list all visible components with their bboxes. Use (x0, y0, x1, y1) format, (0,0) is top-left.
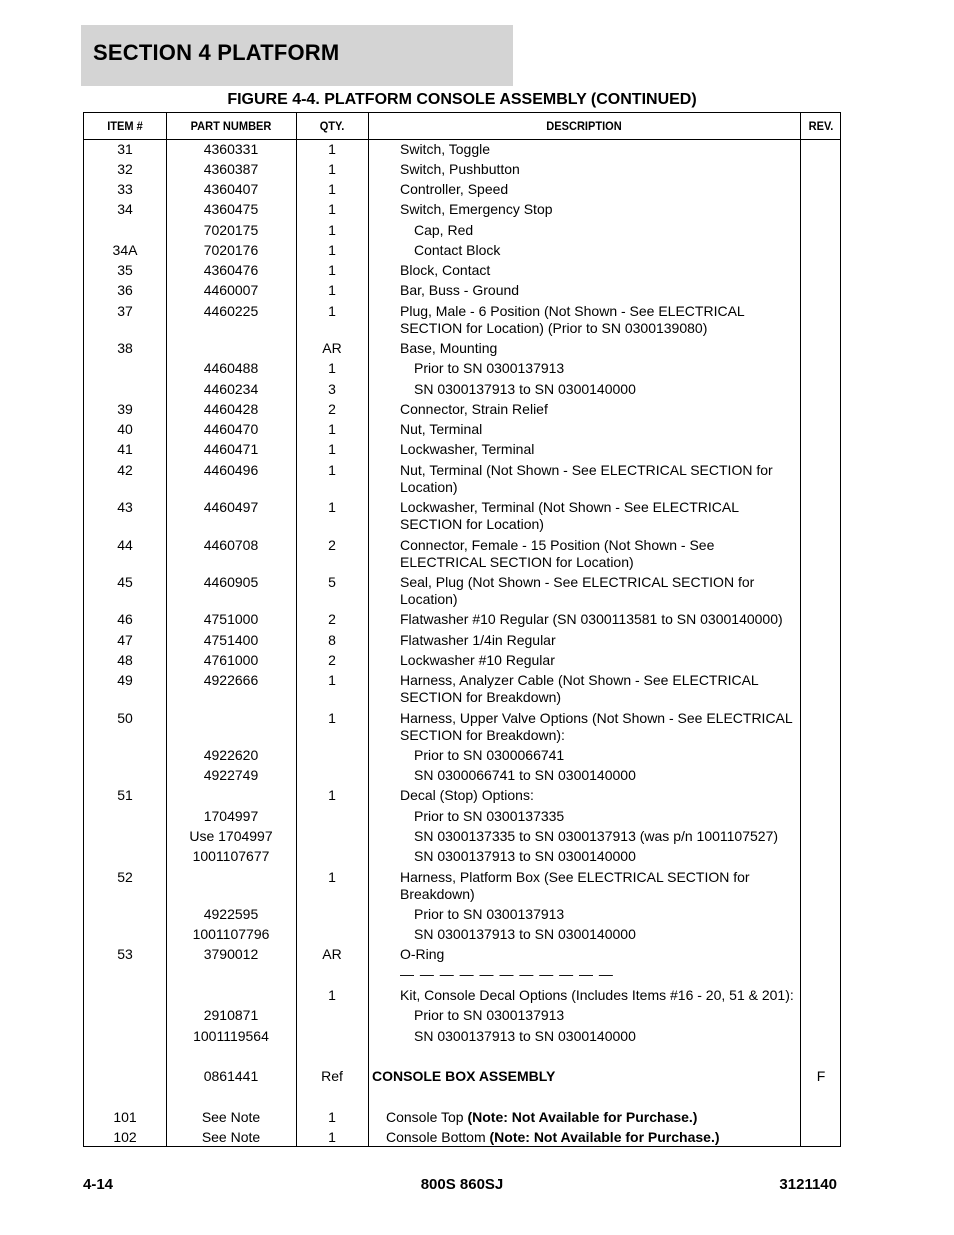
description-text: Harness, Platform Box (See ELECTRICAL SECTION for (400, 869, 750, 885)
description-continued: SECTION for Location) (Prior to SN 0300139080) (400, 320, 708, 336)
quantity: 1 (328, 441, 336, 457)
quantity: 1 (328, 787, 336, 803)
description-text: Cap, Red (414, 222, 474, 238)
description-text: Connector, Female - 15 Position (Not Shown - See (400, 537, 715, 553)
item-number: 47 (117, 632, 133, 648)
description-text: Nut, Terminal (Not Shown - See ELECTRICAL SECTION for (400, 462, 773, 478)
item-number: 51 (117, 787, 133, 803)
description-note: (Note: Not Available for Purchase.) (467, 1109, 698, 1125)
item-number: 37 (117, 303, 133, 319)
column-divider (368, 113, 369, 1146)
quantity: 1 (328, 462, 336, 478)
description-text: Switch, Toggle (400, 141, 491, 157)
quantity: 1 (328, 141, 336, 157)
item-number: 48 (117, 652, 133, 668)
part-number: 0861441 (203, 1068, 259, 1084)
part-number: 4460905 (203, 574, 259, 590)
section-banner (81, 25, 513, 86)
header-qty: QTY. (319, 119, 345, 133)
description (414, 828, 814, 845)
description-text: SN 0300137913 to SN 0300140000 (414, 926, 636, 942)
description-text: Kit, Console Decal Options (Includes Items #16 - 20, 51 & 201): (400, 987, 794, 1003)
part-number: 4360331 (203, 141, 259, 157)
item-number: 39 (117, 401, 133, 417)
part-number: 1001107677 (192, 848, 270, 864)
description-text: Flatwasher #10 Regular (SN 0300113581 to SN 0300140000) (400, 611, 783, 627)
item-number: 34 (117, 201, 133, 217)
item-number: 34A (112, 242, 138, 258)
description (414, 906, 814, 923)
item-number: 53 (117, 946, 133, 962)
description (372, 1068, 772, 1085)
item-number: 42 (117, 462, 133, 478)
part-number: 1704997 (203, 808, 259, 824)
header-description: DESCRIPTION (546, 119, 622, 133)
description-text: Lockwasher #10 Regular (400, 652, 555, 668)
description (414, 848, 814, 865)
description-continued: SECTION for Breakdown): (400, 727, 565, 743)
part-number: 4360475 (203, 201, 259, 217)
column-divider (800, 113, 801, 1146)
figure-title: FIGURE 4-4. PLATFORM CONSOLE ASSEMBLY (CONTINUED) (227, 91, 697, 108)
description (400, 987, 800, 1004)
quantity: 1 (328, 499, 336, 515)
description-text: Harness, Upper Valve Options (Not Shown - See ELECTRICAL (400, 710, 793, 726)
item-number: 40 (117, 421, 133, 437)
description (414, 808, 814, 825)
description-text: Flatwasher 1/4in Regular (400, 632, 556, 648)
part-number: 4460708 (203, 537, 259, 553)
description (414, 767, 814, 784)
description-note: (Note: Not Available for Purchase.) (489, 1129, 720, 1145)
part-number: 4460497 (203, 499, 259, 515)
quantity: 1 (328, 672, 336, 688)
item-number: 43 (117, 499, 133, 515)
part-number: 4922666 (203, 672, 259, 688)
description (400, 201, 800, 218)
description-continued: Location) (400, 591, 458, 607)
quantity: 1 (328, 303, 336, 319)
description-text: Lockwasher, Terminal (Not Shown - See ELECTRICAL (400, 499, 739, 515)
quantity: 1 (328, 222, 336, 238)
quantity: 1 (328, 1129, 336, 1145)
quantity: 1 (328, 1109, 336, 1125)
quantity: 1 (328, 161, 336, 177)
description-text: Console Top (386, 1109, 468, 1125)
description (400, 282, 800, 299)
page-number: 4-14 (83, 1176, 114, 1193)
part-number: 4460007 (203, 282, 259, 298)
quantity: 1 (328, 201, 336, 217)
description-text: O-Ring (400, 946, 445, 962)
quantity: 8 (328, 632, 336, 648)
item-number: 35 (117, 262, 133, 278)
description-text: Connector, Strain Relief (400, 401, 548, 417)
header-part-number: PART NUMBER (190, 119, 272, 133)
description (386, 1129, 786, 1146)
description (414, 747, 814, 764)
quantity: AR (322, 340, 342, 356)
item-number: 49 (117, 672, 133, 688)
quantity: 2 (328, 611, 336, 627)
part-number: See Note (201, 1109, 261, 1125)
description (400, 441, 800, 458)
description (400, 611, 800, 628)
description-text: SN 0300137913 to SN 0300140000 (414, 381, 636, 397)
model-name: 800S 860SJ (420, 1176, 504, 1193)
description (414, 1028, 814, 1045)
description (400, 537, 800, 571)
part-number: 4922620 (203, 747, 259, 763)
header-rev: REV. (808, 119, 834, 133)
item-number: 101 (113, 1109, 137, 1125)
part-number: 4460225 (203, 303, 259, 319)
quantity: 5 (328, 574, 336, 590)
description-text: SN 0300137335 to SN 0300137913 (was p/n 1001107527) (414, 828, 779, 844)
description-text: Decal (Stop) Options: (400, 787, 534, 803)
item-number: 46 (117, 611, 133, 627)
description-text: Switch, Emergency Stop (400, 201, 553, 217)
quantity: 1 (328, 987, 336, 1003)
part-number: 4360387 (203, 161, 259, 177)
quantity: 1 (328, 710, 336, 726)
part-number: 4922749 (203, 767, 259, 783)
part-number: 2910871 (203, 1007, 259, 1023)
description (414, 222, 814, 239)
item-number: 41 (117, 441, 133, 457)
description (414, 360, 814, 377)
description (400, 787, 800, 804)
description-text: SN 0300137913 to SN 0300140000 (414, 1028, 636, 1044)
description-text: Console Bottom (386, 1129, 490, 1145)
quantity: 2 (328, 537, 336, 553)
item-number: 32 (117, 161, 133, 177)
description (400, 710, 800, 744)
item-number: 38 (117, 340, 133, 356)
part-number: 3790012 (203, 946, 259, 962)
header-divider (84, 139, 840, 140)
quantity: 2 (328, 401, 336, 417)
quantity: AR (322, 946, 342, 962)
description-text: Switch, Pushbutton (400, 161, 520, 177)
part-number: 4460488 (203, 360, 259, 376)
description-text: Nut, Terminal (400, 421, 483, 437)
description (400, 869, 800, 903)
description (414, 381, 814, 398)
quantity: Ref (321, 1068, 343, 1084)
item-number: 33 (117, 181, 133, 197)
description-text: SN 0300066741 to SN 0300140000 (414, 767, 636, 783)
part-number: 4360476 (203, 262, 259, 278)
part-number: 7020176 (203, 242, 259, 258)
quantity: 1 (328, 421, 336, 437)
item-number: 31 (117, 141, 133, 157)
description-text: Controller, Speed (400, 181, 509, 197)
description-continued: Location) (400, 479, 458, 495)
description-continued: SECTION for Location) (400, 516, 544, 532)
description (400, 401, 800, 418)
description-text: Lockwasher, Terminal (400, 441, 535, 457)
parts-table (83, 112, 841, 1147)
description (400, 303, 800, 337)
description-text: Prior to SN 0300137335 (414, 808, 565, 824)
part-number: 4751400 (203, 632, 259, 648)
part-number: 4460496 (203, 462, 259, 478)
quantity: 1 (328, 242, 336, 258)
part-number: 4761000 (203, 652, 259, 668)
description (400, 499, 800, 533)
description (400, 421, 800, 438)
description-text: Contact Block (414, 242, 501, 258)
part-number: 1001119564 (193, 1028, 269, 1044)
item-number: 44 (117, 537, 133, 553)
description-text: Prior to SN 0300066741 (414, 747, 565, 763)
description (400, 652, 800, 669)
description-text: SN 0300137913 to SN 0300140000 (414, 848, 636, 864)
description (400, 141, 800, 158)
description (400, 672, 800, 706)
item-number: 45 (117, 574, 133, 590)
description-text: Block, Contact (400, 262, 491, 278)
part-number: 7020175 (203, 222, 259, 238)
section-title: SECTION 4 PLATFORM (93, 40, 340, 65)
description (414, 1007, 814, 1024)
description (400, 181, 800, 198)
quantity: 1 (328, 282, 336, 298)
doc-number: 3121140 (779, 1176, 837, 1193)
description (400, 946, 800, 963)
description-text: — — — — — — — — — — — (400, 966, 614, 982)
description (400, 161, 800, 178)
description-continued: ELECTRICAL SECTION for Location) (400, 554, 634, 570)
description-text: Prior to SN 0300137913 (414, 360, 565, 376)
part-number: Use 1704997 (189, 828, 273, 844)
part-number: 4360407 (203, 181, 259, 197)
description-text: Prior to SN 0300137913 (414, 906, 565, 922)
description-text: Base, Mounting (400, 340, 498, 356)
description (414, 242, 814, 259)
description-text: Harness, Analyzer Cable (Not Shown - See ELECTRICAL (400, 672, 759, 688)
quantity: 1 (328, 869, 336, 885)
item-number: 102 (113, 1129, 137, 1145)
item-number: 50 (117, 710, 133, 726)
part-number: 4460470 (203, 421, 259, 437)
description (386, 1109, 786, 1126)
part-number: 4460234 (203, 381, 259, 397)
quantity: 1 (328, 360, 336, 376)
quantity: 2 (328, 652, 336, 668)
revision: F (816, 1068, 826, 1084)
description-continued: SECTION for Breakdown) (400, 689, 562, 705)
part-number: 1001107796 (192, 926, 270, 942)
description (414, 926, 814, 943)
description-text: Bar, Buss - Ground (400, 282, 520, 298)
part-number: 4751000 (203, 611, 259, 627)
header-item: ITEM # (107, 119, 143, 133)
part-number: 4460471 (203, 441, 259, 457)
description-continued: Breakdown) (400, 886, 475, 902)
description (400, 340, 800, 357)
quantity: 3 (328, 381, 336, 397)
description (400, 574, 800, 608)
description (400, 966, 800, 983)
item-number: 36 (117, 282, 133, 298)
item-number: 52 (117, 869, 133, 885)
description-text: Plug, Male - 6 Position (Not Shown - See ELECTRICAL (400, 303, 745, 319)
quantity: 1 (328, 181, 336, 197)
description (400, 632, 800, 649)
description-text: CONSOLE BOX ASSEMBLY (372, 1068, 556, 1084)
description-text: Seal, Plug (Not Shown - See ELECTRICAL SECTION for (400, 574, 755, 590)
quantity: 1 (328, 262, 336, 278)
part-number: 4460428 (203, 401, 259, 417)
part-number: See Note (201, 1129, 261, 1145)
part-number: 4922595 (203, 906, 259, 922)
description (400, 462, 800, 496)
description-text: Prior to SN 0300137913 (414, 1007, 565, 1023)
description (400, 262, 800, 279)
